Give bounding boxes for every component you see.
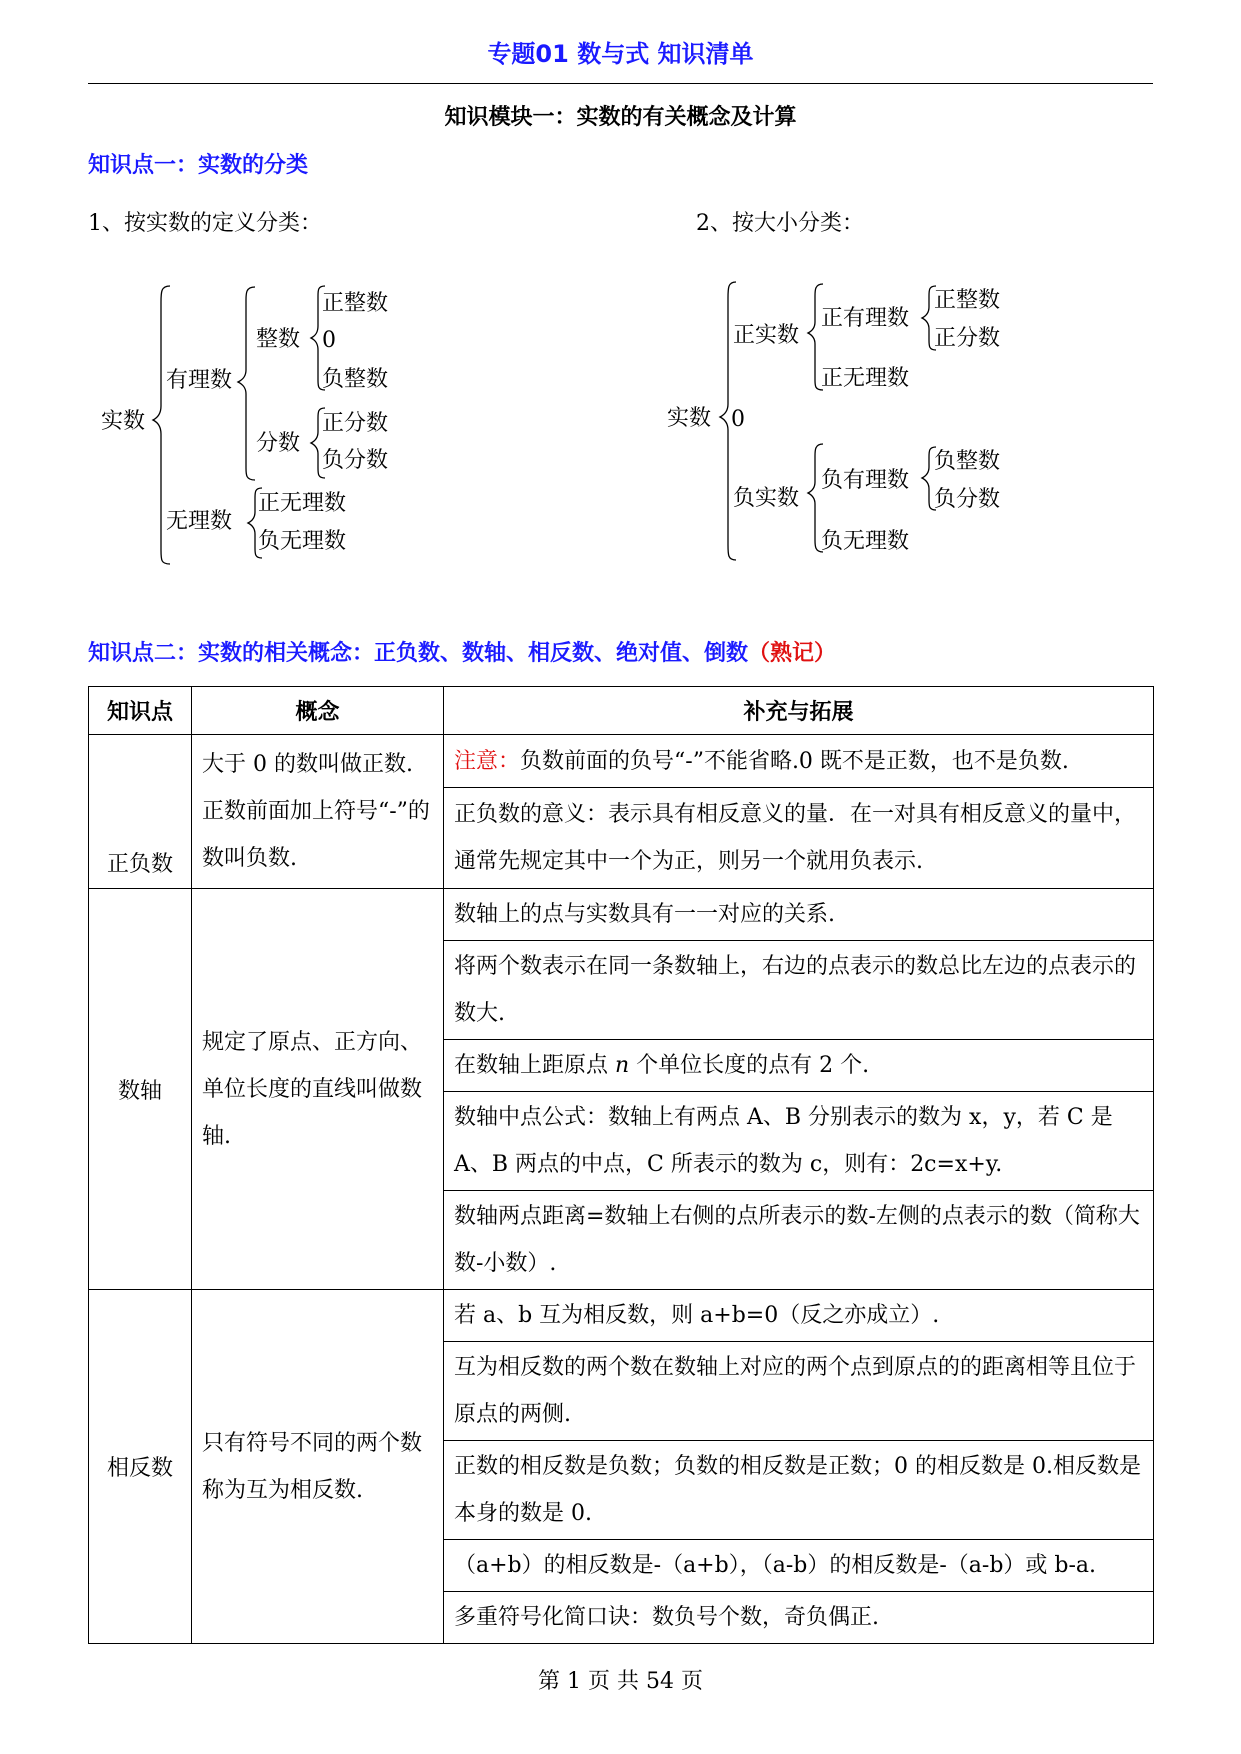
classification-by-definition-heading: 1、按实数的定义分类：	[88, 211, 322, 236]
ext-cell: 多重符号化简口诀：数负号个数，奇负偶正.	[444, 1592, 1154, 1644]
ext-text: 在数轴上距原点	[454, 1053, 615, 1078]
t2-neg-rational: 负有理数	[821, 468, 910, 493]
ext-cell: （a+b）的相反数是-（a+b），（a-b）的相反数是-（a-b）或 b-a.	[444, 1540, 1154, 1592]
t1-root: 实数	[101, 409, 146, 434]
t1-neg-frac: 负分数	[322, 448, 389, 473]
t2-pos-real: 正实数	[733, 323, 800, 348]
module-title: 知识模块一：实数的有关概念及计算	[444, 105, 797, 130]
table-row	[89, 889, 1154, 941]
kp2-title-text: 知识点二：实数的相关概念：正负数、数轴、相反数、绝对值、倒数	[88, 641, 749, 666]
t2-neg-real: 负实数	[733, 486, 800, 511]
ext-variable: n	[615, 1053, 630, 1078]
note-label: 注意：	[454, 748, 521, 774]
ext-cell: 数轴中点公式：数轴上有两点 A、B 分别表示的数为 x，y，若 C 是 A、B 两点的中点，C 所表示的数为 c，则有：2c=x+y.	[444, 1092, 1154, 1191]
def-positive-negative: 大于 0 的数叫做正数. 正数前面加上符号“-”的数叫负数.	[192, 735, 444, 889]
t1-rational-brace	[238, 287, 255, 480]
t1-pos-frac: 正分数	[322, 411, 389, 436]
t2-neg-int: 负整数	[934, 449, 1001, 474]
ext-cell: 若 a、b 互为相反数，则 a+b=0（反之亦成立）.	[444, 1290, 1154, 1342]
ext-cell: 正负数的意义：表示具有相反意义的量．在一对具有相反意义的量中，通常先规定其中一个为正，则另一个就用负表示.	[444, 788, 1154, 889]
table-header-row	[89, 687, 1154, 735]
ext-cell: 互为相反数的两个数在数轴上对应的两个点到原点的的距离相等且位于原点的两侧.	[444, 1342, 1154, 1441]
t1-neg-int: 负整数	[322, 367, 389, 392]
t1-fraction: 分数	[256, 431, 301, 456]
classification-by-size-heading: 2、按大小分类：	[696, 211, 864, 236]
kp1-title: 知识点一：实数的分类	[88, 153, 309, 178]
ext-text: 个单位长度的点有 2 个.	[629, 1053, 870, 1078]
header-concept: 概念	[192, 687, 444, 735]
page-footer: 第 1 页 共 54 页	[538, 1669, 703, 1694]
ext-cell: 正数的相反数是负数；负数的相反数是正数；0 的相反数是 0.相反数是本身的数是 0.	[444, 1441, 1154, 1540]
t1-pos-irr: 正无理数	[258, 491, 347, 516]
ext-cell	[444, 1040, 1154, 1092]
header-title: 专题01 数与式 知识清单	[487, 40, 754, 68]
t1-rational: 有理数	[166, 368, 233, 393]
ext-cell: 数轴上的点与实数具有一一对应的关系.	[444, 889, 1154, 941]
header-extension: 补充与拓展	[444, 687, 1154, 735]
t2-pos-frac: 正分数	[934, 326, 1001, 351]
t2-pos-rational: 正有理数	[821, 306, 910, 331]
t2-pos-irr: 正无理数	[821, 366, 910, 391]
t2-zero: 0	[731, 407, 745, 432]
def-number-line: 规定了原点、正方向、单位长度的直线叫做数轴.	[192, 889, 444, 1290]
def-opposite-number: 只有符号不同的两个数称为互为相反数.	[192, 1290, 444, 1644]
t2-pos-int: 正整数	[934, 288, 1001, 313]
header-knowledge-point: 知识点	[89, 687, 192, 735]
table-row	[89, 735, 1154, 788]
kp2-title-note: （熟记）	[748, 641, 837, 666]
t1-zero: 0	[322, 328, 336, 353]
kp2-title	[88, 636, 836, 667]
t2-neg-irr: 负无理数	[821, 529, 910, 554]
concepts-table	[88, 686, 1154, 1644]
note-text: 负数前面的负号“-”不能省略.0 既不是正数，也不是负数.	[520, 748, 1069, 774]
table-row	[89, 1290, 1154, 1342]
ext-cell: 数轴两点距离=数轴上右侧的点所表示的数-左侧的点表示的数（简称大数-小数）.	[444, 1191, 1154, 1290]
t2-neg-frac: 负分数	[934, 487, 1001, 512]
t1-neg-irr: 负无理数	[258, 529, 347, 554]
classification-trees	[0, 0, 1241, 600]
ext-cell: 将两个数表示在同一条数轴上，右边的点表示的数总比左边的点表示的数大.	[444, 941, 1154, 1040]
t1-integer: 整数	[256, 327, 301, 352]
kp-positive-negative: 正负数	[89, 735, 192, 889]
t2-root: 实数	[667, 406, 712, 431]
t1-irrational: 无理数	[166, 509, 233, 534]
definition-tree	[101, 286, 388, 564]
size-tree	[667, 282, 1000, 560]
ext-cell	[444, 735, 1154, 788]
t1-pos-int: 正整数	[322, 291, 389, 316]
kp-opposite-number: 相反数	[89, 1290, 192, 1644]
kp-number-line: 数轴	[89, 889, 192, 1290]
